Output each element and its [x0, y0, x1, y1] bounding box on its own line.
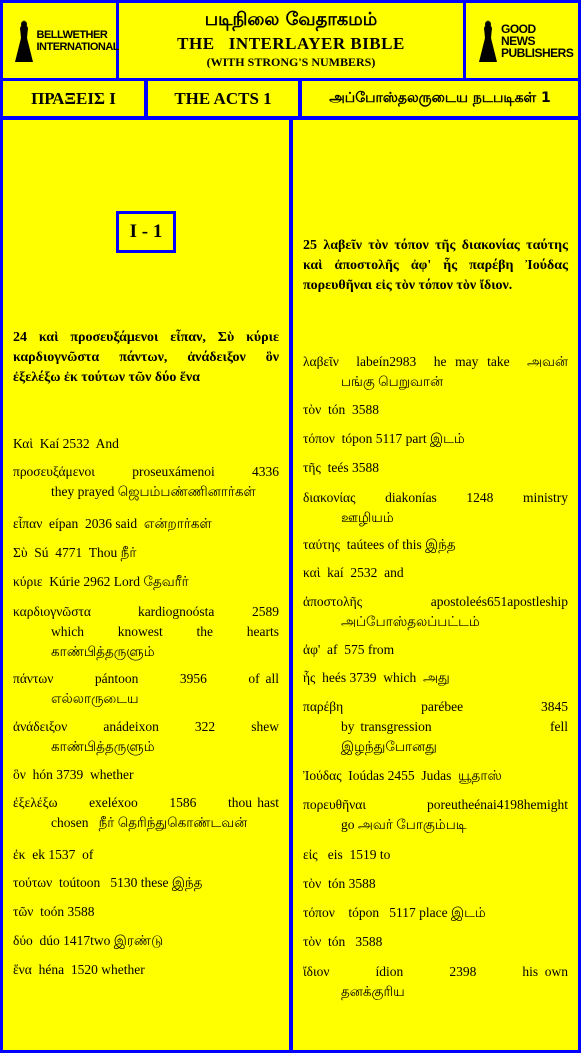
entry-continuation: தனக்குரிய: [341, 984, 405, 999]
entry-continuation: chosen நீர் தெரிந்துகொண்டவன்: [51, 815, 248, 830]
good-news-logo: [477, 18, 574, 64]
entry-line: διακονίας diakonías 1248 ministry: [303, 490, 568, 505]
left-word-entry: [13, 514, 279, 534]
bellwether-logo: [13, 18, 120, 64]
entry-line: εἶπαν eípan 2036 said என்றார்கள்: [13, 516, 212, 531]
entry-continuation: which knowest the hearts காண்பித்தருளும்: [51, 624, 286, 659]
entry-line: ἀποστολῆς apostoleés651apostleship: [303, 594, 568, 609]
book-english: THE ACTS 1: [148, 81, 298, 116]
entry-line: ταύτης taútees of this இந்த: [303, 537, 456, 552]
entry-line: καρδιογνῶστα kardiognoósta 2589: [13, 604, 279, 619]
right-word-entry: [303, 400, 568, 420]
book-tamil: அப்போஸ்தலருடைய நடபடிகள் 1: [302, 81, 578, 116]
entry-line: τῆς teés 3588: [303, 460, 379, 475]
entry-line: ὃν hón 3739 whether: [13, 767, 134, 782]
right-word-entry: [303, 640, 568, 660]
right-word-entry: [303, 874, 568, 894]
entry-line: τὸν tón 3588: [303, 876, 376, 891]
right-word-entry: [303, 458, 568, 478]
left-word-entry: [13, 845, 279, 865]
entry-continuation: பங்கு பெறுவான்: [341, 374, 444, 389]
right-word-entry: [303, 668, 568, 688]
right-word-entry: [303, 795, 568, 835]
right-word-entry: [303, 592, 568, 632]
entry-line: παρέβη parébee 3845: [303, 699, 568, 714]
title-panel: [119, 3, 463, 78]
entry-line: Ἰούδας Ioúdas 2455 Judas யூதாஸ்: [303, 768, 502, 783]
right-logo-text: GOOD NEWS PUBLISHERS: [501, 21, 574, 60]
right-word-entry: [303, 845, 568, 865]
left-logo-panel: [3, 3, 120, 78]
entry-line: πορευθῆναι poreutheénai4198hemight: [303, 797, 568, 812]
entry-line: ἕνα héna 1520 whether: [13, 962, 145, 977]
right-word-entry: [303, 535, 568, 555]
right-word-entry: [303, 766, 568, 786]
good-news-figure-icon: [477, 18, 499, 64]
entry-continuation: காண்பித்தருளும்: [51, 739, 155, 754]
entry-continuation: by transgression fell இழந்துபோனது: [341, 719, 575, 754]
entry-line: τὸν tón 3588: [303, 402, 380, 417]
entry-line: τὸν tón 3588: [303, 934, 383, 949]
left-word-entry: [13, 462, 279, 502]
right-word-entry: [303, 962, 568, 1002]
entry-line: λαβεῖν labeín2983 he may take அவன்: [303, 354, 568, 369]
entry-line: δύο dúo 1417two இரண்டு: [13, 933, 164, 948]
left-word-entry: [13, 543, 279, 563]
title-english: THE INTERLAYER BIBLE: [177, 34, 405, 53]
bellwether-figure-icon: [13, 18, 35, 64]
right-word-entry: [303, 932, 568, 952]
entry-line: κύριε Kúrie 2962 Lord தேவரீர்: [13, 574, 189, 589]
left-word-entry: [13, 717, 279, 757]
left-word-entry: [13, 572, 279, 592]
entry-line: πάντων pántoon 3956 of all: [13, 671, 279, 686]
right-column: [293, 120, 578, 1050]
entry-line: ἐξελέξω exeléxoo 1586 thou hast: [13, 795, 279, 810]
verse-25: 25 λαβεῖν τὸν τόπον τῆς διακονίας ταύτης καὶ ἀποστολῆς ἀφ' ἧς παρέβη Ἰούδας πορευθῆναι εἰς τὸν τόπον τὸν ἴδιον.: [303, 238, 568, 293]
right-word-entry: [303, 352, 568, 392]
right-word-entry: [303, 903, 568, 923]
left-column: [3, 120, 289, 1050]
entry-line: ἀνάδειξον anádeixon 322 shew: [13, 719, 279, 734]
left-word-entry: [13, 602, 286, 662]
verse-24: 24 καὶ προσευξάμενοι εἶπαν, Σὺ κύριε καρδιογνῶστα πάντων, ἀνάδειξον ὃν ἐξελέξω ἐκ τούτων τῶν δύο ἕνα: [13, 330, 279, 385]
entry-continuation: go அவர் போகும்படி: [341, 817, 467, 832]
entry-continuation: எல்லாருடைய: [51, 691, 139, 706]
left-word-entry: [13, 434, 279, 454]
entry-line: εἰς eis 1519 to: [303, 847, 391, 862]
left-word-entry: [13, 931, 279, 951]
entry-line: προσευξάμενοι proseuxámenoi 4336: [13, 464, 279, 479]
entry-continuation: they prayed ஜெபம்பண்ணினார்கள்: [51, 484, 256, 499]
entry-line: τόπον tópon 5117 place இடம்: [303, 905, 486, 920]
title-tamil: படிநிலை வேதாகமம்: [204, 9, 378, 30]
entry-line: Καὶ Kaí 2532 And: [13, 436, 119, 451]
left-logo-text: BELLWETHER INTERNATIONAL: [36, 28, 120, 53]
entry-line: ἴδιον ídion 2398 his own: [303, 964, 568, 979]
subtitle: (WITH STRONG'S NUMBERS): [206, 55, 376, 69]
entry-line: Σὺ Sú 4771 Thou நீர்: [13, 545, 137, 560]
left-word-entry: [13, 793, 279, 833]
left-word-entry: [13, 873, 279, 893]
left-word-entry: [13, 902, 279, 922]
entry-line: ἀφ' af 575 from: [303, 642, 395, 657]
entry-line: καὶ kaí 2532 and: [303, 565, 404, 580]
left-word-entry: [13, 765, 279, 785]
chapter-label: I - 1: [116, 211, 176, 253]
entry-line: τούτων toútoon 5130 these இந்த: [13, 875, 203, 890]
left-word-entry: [13, 960, 279, 980]
right-word-entry: [303, 429, 568, 449]
entry-line: ἐκ ek 1537 of: [13, 847, 94, 862]
right-word-entry: [303, 488, 568, 528]
entry-continuation: ஊழியம்: [341, 510, 394, 525]
entry-line: τῶν toón 3588: [13, 904, 95, 919]
entry-line: ἧς heés 3739 which அது: [303, 670, 450, 685]
right-logo-panel: [466, 3, 578, 78]
right-word-entry: [303, 563, 568, 583]
entry-continuation: அப்போஸ்தலப்பட்டம்: [341, 614, 480, 629]
entry-line: τόπον tópon 5117 part இடம்: [303, 431, 465, 446]
book-greek: ΠΡΑΞΕΙΣ Ι: [3, 81, 144, 116]
left-word-entry: [13, 669, 279, 709]
right-word-entry: [303, 697, 575, 757]
